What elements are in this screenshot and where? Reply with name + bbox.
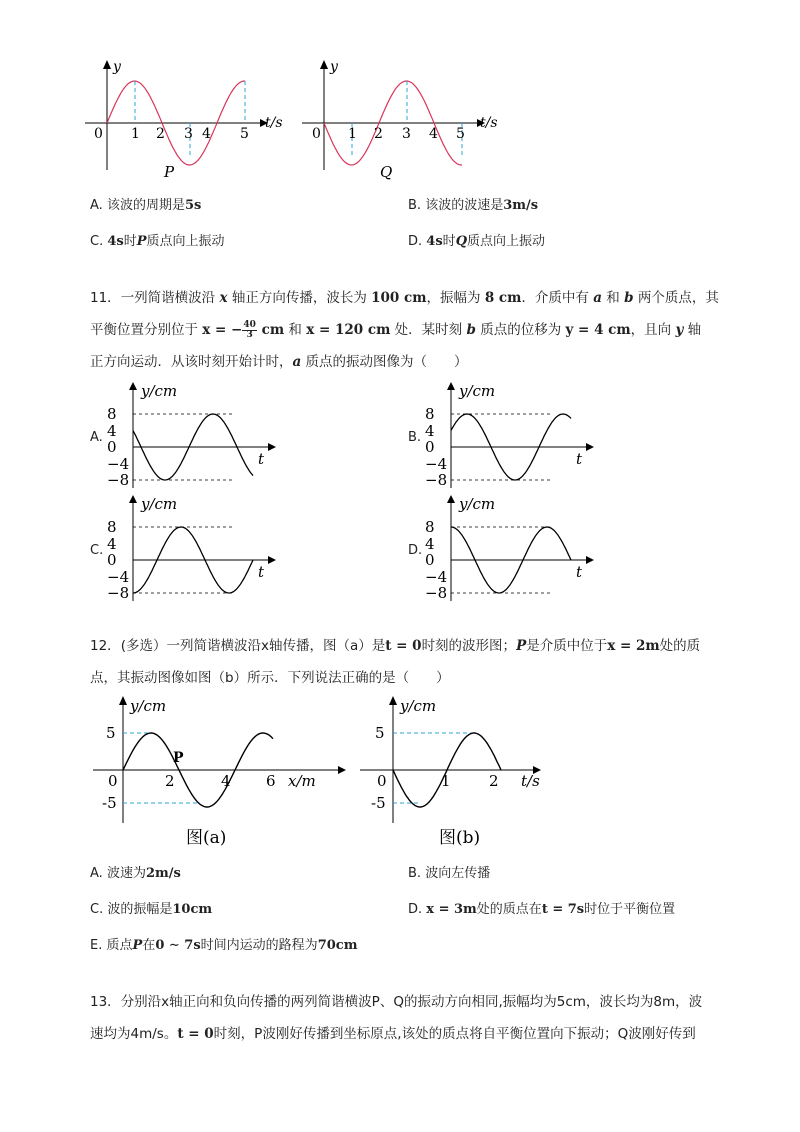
svg-text:y/cm: y/cm bbox=[141, 495, 178, 513]
q11-graph-b[interactable] bbox=[423, 380, 598, 492]
q10-graphs bbox=[80, 55, 500, 190]
q13-stem bbox=[90, 986, 730, 1050]
q11-option-d-label[interactable]: D. bbox=[408, 543, 423, 558]
svg-text:y/cm: y/cm bbox=[130, 697, 167, 715]
q11-graph-d[interactable] bbox=[423, 493, 598, 605]
svg-text:y/cm: y/cm bbox=[459, 495, 496, 513]
svg-text:0: 0 bbox=[107, 438, 117, 456]
svg-text:−8: −8 bbox=[107, 584, 130, 602]
q13-line-1: 13．分别沿x轴正向和负向传播的两列简谐横波P、Q的振动方向相同,振幅均为5cm，波长均为8m，波 bbox=[90, 994, 703, 1010]
svg-text:2: 2 bbox=[156, 126, 165, 142]
svg-text:8: 8 bbox=[107, 405, 117, 423]
q10-option-d[interactable]: D. 4s时Q质点向上振动 bbox=[408, 234, 546, 249]
q11-line-3: 正方向运动．从该时刻开始计时，a 质点的振动图像为（ ） bbox=[90, 354, 468, 370]
svg-text:4: 4 bbox=[107, 422, 117, 440]
svg-text:t: t bbox=[258, 450, 265, 468]
graph-p-y-label: y bbox=[113, 59, 121, 75]
svg-text:1: 1 bbox=[131, 126, 140, 142]
svg-text:0: 0 bbox=[94, 126, 103, 142]
svg-text:3: 3 bbox=[184, 126, 193, 142]
graph-p-t-label: t/s bbox=[265, 115, 283, 131]
svg-text:0: 0 bbox=[425, 438, 435, 456]
q10-option-c[interactable]: C. 4s时P质点向上振动 bbox=[90, 234, 225, 249]
q12-point-p: P bbox=[173, 750, 184, 766]
svg-text:8: 8 bbox=[425, 518, 435, 536]
svg-text:-5: -5 bbox=[371, 794, 386, 812]
svg-text:0: 0 bbox=[312, 126, 321, 142]
svg-text:x/m: x/m bbox=[288, 772, 316, 790]
q11-graph-a[interactable] bbox=[105, 380, 280, 492]
svg-text:8: 8 bbox=[425, 405, 435, 423]
svg-text:2: 2 bbox=[374, 126, 383, 142]
svg-text:−4: −4 bbox=[425, 568, 448, 586]
svg-text:8: 8 bbox=[107, 518, 117, 536]
svg-text:1: 1 bbox=[348, 126, 357, 142]
svg-text:−8: −8 bbox=[425, 584, 448, 602]
svg-text:−8: −8 bbox=[425, 471, 448, 489]
q12-option-a[interactable]: A. 波速为2m/s bbox=[90, 866, 181, 881]
q11-line-1: 11．一列简谐横波沿 x 轴正方向传播，波长为 100 cm，振幅为 8 cm．介质中有 a 和 b 两个质点，其 bbox=[90, 290, 719, 306]
q12-line-1: 12．(多选）一列简谐横波沿x轴传播，图（a）是t = 0时刻的波形图；P是介质中位于x = 2m处的质 bbox=[90, 638, 701, 654]
svg-text:-5: -5 bbox=[102, 794, 117, 812]
q11-stem bbox=[90, 282, 730, 378]
graph-q bbox=[302, 59, 498, 181]
graph-q-y-label: y bbox=[330, 59, 338, 75]
q12-stem bbox=[90, 630, 730, 694]
q12-graph-a bbox=[88, 693, 348, 853]
svg-text:4: 4 bbox=[429, 126, 438, 142]
svg-text:0: 0 bbox=[377, 772, 387, 790]
graph-p bbox=[85, 59, 283, 181]
q12-line-2: 点，其振动图像如图（b）所示．下列说法正确的是（ ） bbox=[90, 670, 450, 686]
q11-option-a-label[interactable]: A. bbox=[90, 430, 103, 445]
q12-option-c[interactable]: C. 波的振幅是10cm bbox=[90, 902, 213, 917]
graph-q-t-label: t/s bbox=[480, 115, 498, 131]
q11-option-b-label[interactable]: B. bbox=[408, 430, 422, 445]
svg-text:y/cm: y/cm bbox=[459, 382, 496, 400]
svg-text:−4: −4 bbox=[107, 568, 130, 586]
svg-text:5: 5 bbox=[375, 724, 385, 742]
svg-text:2: 2 bbox=[165, 772, 175, 790]
q12-option-e[interactable]: E. 质点P在0 ∼ 7s时间内运动的路程为70cm bbox=[90, 938, 358, 953]
svg-text:t: t bbox=[576, 563, 583, 581]
q13-line-2: 速均为4m/s。t = 0时刻，P波刚好传播到坐标原点,该处的质点将自平衡位置向下振动；Q波刚好传到 bbox=[90, 1026, 696, 1042]
svg-text:5: 5 bbox=[240, 126, 249, 142]
svg-text:5: 5 bbox=[106, 724, 116, 742]
svg-text:0: 0 bbox=[425, 551, 435, 569]
svg-text:6: 6 bbox=[266, 772, 276, 790]
svg-text:4: 4 bbox=[425, 422, 435, 440]
svg-text:0: 0 bbox=[108, 772, 118, 790]
svg-text:t: t bbox=[258, 563, 265, 581]
svg-text:t: t bbox=[576, 450, 583, 468]
svg-text:4: 4 bbox=[202, 126, 211, 142]
svg-text:t/s: t/s bbox=[521, 772, 540, 790]
q12-caption-a: 图(a) bbox=[186, 828, 227, 848]
svg-text:4: 4 bbox=[221, 772, 231, 790]
q11-option-c-label[interactable]: C. bbox=[90, 543, 104, 558]
svg-text:0: 0 bbox=[107, 551, 117, 569]
q10-option-b[interactable]: B. 该波的波速是3m/s bbox=[408, 198, 539, 213]
q11-line-2: 平衡位置分别位于 x = − $\frac{40}{3}$ cm 和 x = 120 cm 处．某时刻 b 质点的位移为 y = 4 cm，且向 y 轴 bbox=[90, 319, 702, 340]
svg-text:−4: −4 bbox=[425, 455, 448, 473]
svg-text:y/cm: y/cm bbox=[400, 697, 437, 715]
svg-text:4: 4 bbox=[107, 535, 117, 553]
q12-option-d[interactable]: D. x = 3m处的质点在t = 7s时位于平衡位置 bbox=[408, 902, 676, 917]
svg-text:3: 3 bbox=[402, 126, 411, 142]
graph-q-caption: Q bbox=[380, 163, 393, 181]
q10-option-a[interactable]: A. 该波的周期是5s bbox=[90, 198, 202, 213]
svg-text:−4: −4 bbox=[107, 455, 130, 473]
svg-text:2: 2 bbox=[489, 772, 499, 790]
svg-text:1: 1 bbox=[441, 772, 451, 790]
q12-graph-b bbox=[355, 693, 575, 853]
q12-option-b[interactable]: B. 波向左传播 bbox=[408, 866, 491, 881]
graph-p-caption: P bbox=[164, 163, 175, 181]
q12-caption-b: 图(b) bbox=[439, 828, 481, 848]
svg-text:5: 5 bbox=[456, 126, 465, 142]
svg-text:4: 4 bbox=[425, 535, 435, 553]
svg-text:y/cm: y/cm bbox=[141, 382, 178, 400]
svg-text:−8: −8 bbox=[107, 471, 130, 489]
q11-graph-c[interactable] bbox=[105, 493, 280, 605]
